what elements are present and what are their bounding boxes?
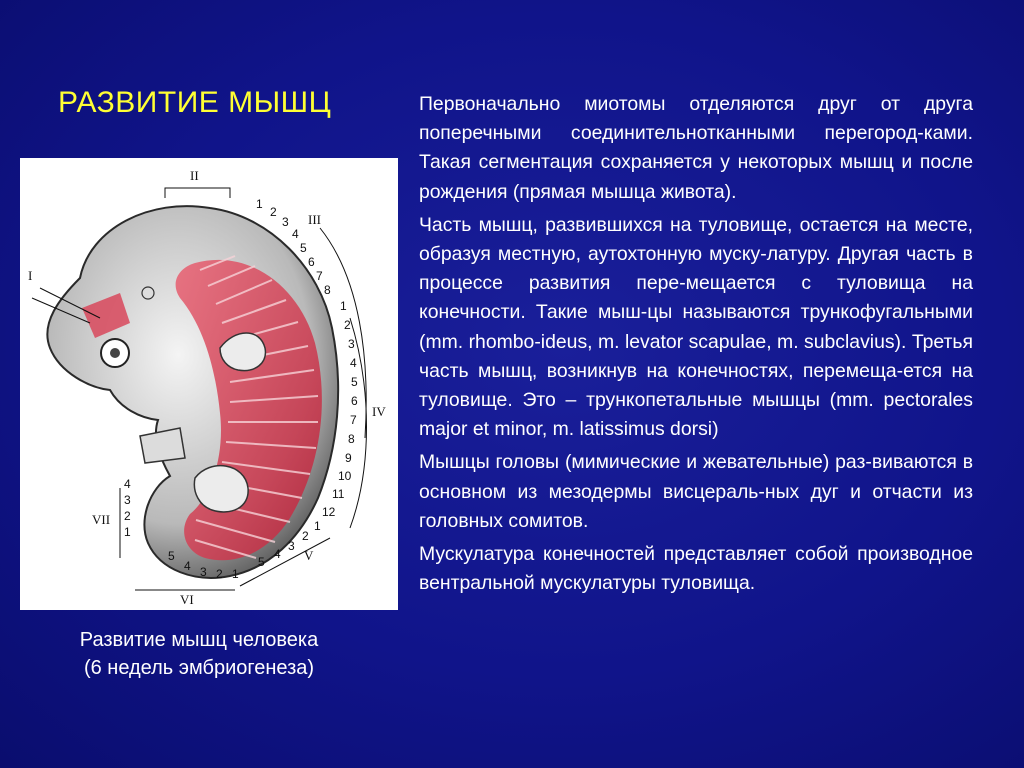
group-vi-number: 2 [216,567,223,581]
group-vi-number: 4 [184,559,191,573]
roman-label-IV: IV [372,404,386,419]
roman-label-VII: VII [92,512,111,527]
group-ii-number: 6 [308,255,315,269]
group-iv-number: 8 [348,432,355,446]
group-iv-number: 5 [351,375,358,389]
paragraph-head-muscles: Мышцы головы (мимические и жевательные) раз-виваются в основном из мезодермы висцераль-ных дуг и отчасти из головных сомитов. [419,451,973,532]
group-iv-number: 1 [340,299,347,313]
group-v-number: 4 [274,547,281,561]
group-v-number: 3 [288,539,295,553]
roman-label-I: I [28,268,33,283]
group-ii-number: 1 [256,197,263,211]
roman-label-VI: VI [180,592,194,607]
group-iv-number: 12 [322,505,336,519]
paragraph-trunk-muscles: Часть мышц, развившихся на туловище, остается на месте, образуя местную, аутохтонную муску-латуру. Другая часть в процессе развития пере-мещается с туловища на конечности. Такие мыш-цы называются трункофугальными (mm. rhombo-ideus, m. levator scapulae, m. subclavius). Третья часть мышц, возникнув на конечностях, перемеща-ется на туловище. Это – трункопетальные мышцы (mm. pectorales major et minor, m. latissimus dorsi) [419,213,973,441]
group-iv-number: 6 [351,394,358,408]
group-ii-number: 3 [282,215,289,229]
group-ii-number: 5 [300,241,307,255]
group-iv-number: 4 [350,356,357,370]
group-iv-number: 2 [344,318,351,332]
paragraph-limb-muscles: Мускулатура конечностей представляет собой производное вентральной мускулатуры туловища. [419,543,973,595]
group-iv-number: 10 [338,469,352,483]
group-vii-number: 1 [124,525,131,539]
group-iv-number: 3 [348,337,355,351]
group-vi-number: 1 [232,567,239,581]
embryo-muscle-illustration [20,158,398,610]
caption-line-1: Развитие мышц человека [79,629,319,651]
group-iv-number: 9 [345,451,352,465]
group-ii-number: 2 [270,205,277,219]
group-vii-number: 3 [124,493,131,507]
group-iv-number: 7 [350,413,357,427]
group-v-number: 1 [314,519,321,533]
group-v-number: 2 [302,529,309,543]
group-vii-number: 2 [124,509,131,523]
otic-vesicle [142,287,154,299]
group-v-number: 5 [258,555,265,569]
figure-caption [20,626,378,682]
slide-title: РАЗВИТИЕ МЫШЦ [58,86,332,119]
umbilical-stalk [140,428,185,463]
roman-label-V: V [304,548,314,563]
group-ii-number: 8 [324,283,331,297]
group-vi-number: 5 [168,549,175,563]
paragraph-segmentation: Первоначально миотомы отделяются друг от друга поперечными соединительнотканными перегород-ками. Такая сегментация сохраняется у некоторых мышц и после рождения (прямая мышца живота). [419,93,973,203]
caption-line-2: (6 недель эмбриогенеза) [83,657,315,679]
roman-label-II: II [190,168,199,183]
group-ii-number: 4 [292,227,299,241]
group-iv-number: 11 [332,487,345,501]
lower-limb-bud [194,466,248,512]
group-ii-number: 7 [316,269,323,283]
body-text [419,90,973,602]
group-vi-number: 3 [200,565,207,579]
group-vii-number: 4 [124,477,131,491]
roman-label-III: III [308,212,321,227]
